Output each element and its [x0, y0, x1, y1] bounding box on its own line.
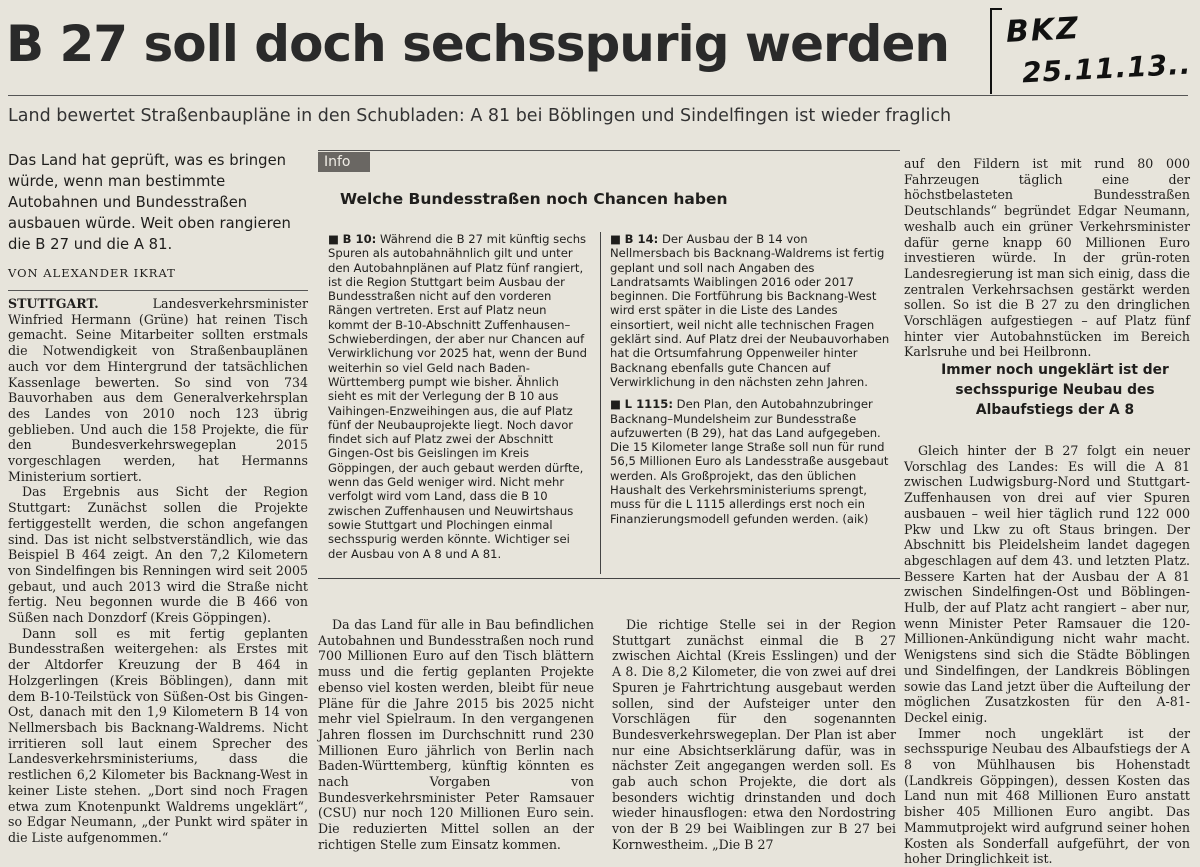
infobox-column-left — [328, 232, 590, 576]
infobox-item: ■ B 10: Während die B 27 mit künftig sechs Spuren als autobahnähnlich gilt und unter den Autobahnplänen auf Platz fünf rangiert, ist die Region Stuttgart beim Ausbau der Bundesstraßen nicht auf den vorderen Rängen vertreten. Erst auf Platz neun kommt der B-10-Abschnitt Zuffenhausen–Schwieberdingen, der aber nur Chancen auf Verwirklichung vor 2025 hat, wenn der Bund weiterhin so viel Geld nach Baden-Württemberg pumpt wie bisher. Ähnlich sieht es mit der Verlegung der B 10 aus Vaihingen-Enzweihingen aus, die auf Platz fünf der Neubauprojekte liegt. Noch davor findet sich auf Platz zwei der Abschnitt Gingen-Ost bis Geislingen im Kreis Göppingen, der auch gebaut werden dürfte, wenn das Geld weniger wird. Nicht mehr verfolgt wird vom Land, dass die B 10 zwischen Zuffenhausen und Neuwirtshaus sowie Stuttgart und Plochingen einmal sechsspurig werden könnte. Wichtiger sei der Ausbau von A 8 und A 81. — [328, 232, 587, 561]
infobox-item-text: Den Plan, den Autobahnzubringer Backnang–Mundelsheim zur Bundesstraße aufzuwerten (B 29), hat das Land aufgegeben. Die 15 Kilometer lange Straße soll nun für rund 56,5 Millionen Euro als Landesstraße ausgebaut werden. Als Großprojekt, das den üblichen Haushalt des Verkehrsministeriums sprengt, muss für die L 1115 allerdings erst noch ein Finanzierungsmodell gefunden werden. (aik) — [610, 397, 889, 526]
byline: VON ALEXANDER IKRAT — [8, 266, 176, 280]
stamp-bracket — [990, 8, 1002, 94]
stamp-line-1: BKZ — [1005, 11, 1081, 50]
infobox-item: ■ L 1115: Den Plan, den Autobahnzubringer Backnang–Mundelsheim zur Bundesstraße aufzuwerten (B 29), hat das Land aufgegeben. Die 15 Kilometer lange Straße soll nun für rund 56,5 Millionen Euro als Landesstraße ausgebaut werden. Als Großprojekt, das den üblichen Haushalt des Verkehrsministeriums sprengt, muss für die L 1115 allerdings erst noch ein Finanzierungsmodell gefunden werden. (aik) — [610, 397, 889, 526]
infobox-bottom-rule — [318, 578, 900, 579]
headline: B 27 soll doch sechsspurig werden — [6, 15, 949, 73]
column-1-paragraph — [8, 296, 308, 484]
column-4-bottom — [904, 443, 1190, 867]
infobox-column-right — [610, 232, 890, 576]
infobox-item-head: L 1115: — [624, 397, 673, 412]
stamp-line-2: 25.11.13.. — [1021, 47, 1193, 90]
infobox-item-text: Der Ausbau der B 14 von Nellmersbach bis Backnang-Waldrems ist fertig geplant und soll nach Angaben des Landratsamts Waiblingen 2016 oder 2017 beginnen. Die Fortführung bis Backnang-West wird erst später in die Liste des Landes einsortiert, weil nicht alle technischen Fragen geklärt sind. Auf Platz drei der Neubauvorhaben hat die Ortsumfahrung Oppenweiler hinter Backnang ebenfalls gute Chancen auf Verwirklichung in den nächsten zehn Jahren. — [610, 232, 890, 389]
column-4-top — [904, 156, 1190, 360]
infobox-item: ■ B 14: Der Ausbau der B 14 von Nellmersbach bis Backnang-Waldrems ist fertig geplant und soll nach Angaben des Landratsamts Waiblingen 2016 oder 2017 beginnen. Die Fortführung bis Backnang-West wird erst später in die Liste des Landes einsortiert, weil nicht alle technischen Fragen geklärt sind. Auf Platz drei der Neubauvorhaben hat die Ortsumfahrung Oppenweiler hinter Backnang ebenfalls gute Chancen auf Verwirklichung in den nächsten zehn Jahren. — [610, 232, 890, 389]
lead-paragraph: Das Land hat geprüft, was es bringen würde, wenn man bestimmte Autobahnen und Bundesstraßen ausbauen würde. Weit oben rangieren die B 27 und die A 81. — [8, 152, 291, 253]
column-1-paragraph: Das Ergebnis aus Sicht der Region Stuttgart: Zunächst sollen die Projekte fertiggestellt werden, die schon angefangen sind. Das ist nicht selbstverständlich, wie das Beispiel B 464 zeigt. An den 7,2 Kilometern von Sindelfingen bis Renningen wird seit 2005 gebaut, und auch 2013 wird die Straße nicht fertig. Neu begonnen wurde die B 466 von Süßen nach Donzdorf (Kreis Göppingen). — [8, 484, 308, 626]
infobox-top-rule — [318, 150, 900, 151]
column-2 — [318, 617, 594, 852]
column-4-paragraph: Immer noch ungeklärt ist der sechsspurige Neubau des Albaufstiegs der A 8 von Mühlhausen bis Hohenstadt (Landkreis Göppingen), dessen Kosten das Land nun mit 468 Millionen Euro anstatt bisher 405 Millionen Euro angibt. Das Mammutprojekt wird aufgrund seiner hohen Kosten als Sonderfall aufgeführt, der von hoher Dringlichkeit ist. — [904, 725, 1190, 867]
column-1-text-1: Landesverkehrsminister Winfried Hermann (Grüne) hat reinen Tisch gemacht. Seine Mitarbeiter sollten erstmals die Notwendigkeit von Straßenbauplänen auch vor dem Hintergrund der tatsächlichen Kassenlage bewerten. So sind von 734 Bauvorhaben aus dem Generalverkehrsplan des Landes von 2010 noch 123 übrig geblieben. Und auch die 158 Projekte, die für den Bundesverkehrswegeplan 2015 vorgeschlagen werden, hat Hermanns Ministerium sortiert. — [8, 296, 308, 484]
subheadline: Land bewertet Straßenbaupläne in den Schubladen: A 81 bei Böblingen und Sindelfingen ist wieder fraglich — [8, 106, 952, 126]
dateline: STUTTGART. — [8, 296, 99, 311]
infobox-item-text: Während die B 27 mit künftig sechs Spuren als autobahnähnlich gilt und unter den Autobahnplänen auf Platz fünf rangiert, ist die Region Stuttgart beim Ausbau der Bundesstraßen nicht auf den vorderen Rängen vertreten. Erst auf Platz neun kommt der B-10-Abschnitt Zuffenhausen–Schwieberdingen, der aber nur Chancen auf Verwirklichung vor 2025 hat, wenn der Bund weiterhin so viel Geld nach Baden-Württemberg pumpt wie bisher. Ähnlich sieht es mit der Verlegung der B 10 aus Vaihingen-Enzweihingen aus, die auf Platz fünf der Neubauprojekte liegt. Noch davor findet sich auf Platz zwei der Abschnitt Gingen-Ost bis Geislingen im Kreis Göppingen, der auch gebaut werden dürfte, wenn das Geld weniger wird. Nicht mehr verfolgt wird vom Land, dass die B 10 zwischen Zuffenhausen und Neuwirtshaus sowie Stuttgart und Plochingen einmal sechsspurig werden könnte. Wichtiger sei der Ausbau von A 8 und A 81. — [328, 232, 587, 561]
infobox-title: Welche Bundesstraßen noch Chancen haben — [340, 190, 728, 208]
column-4-paragraph: Gleich hinter der B 27 folgt ein neuer Vorschlag des Landes: Es will die A 81 zwischen Ludwigsburg-Nord und Stuttgart-Zuffenhausen von drei auf vier Spuren ausbauen – weil hier täglich rund 122 000 Pkw und Lkw zu oft Staus bringen. Der Abschnitt bis Pleidelsheim landet dagegen abgeschlagen auf dem 43. und letzten Platz. Bessere Karten hat der Ausbau der A 81 zwischen Sindelfingen-Ost und Böblingen-Hulb, der auf Platz acht rangiert – aber nur, wenn Minister Peter Ramsauer die 120-Millionen-Ankündigung nicht wahr macht. Wenigstens sind sich die Städte Böblingen und Sindelfingen, der Landkreis Böblingen sowie das Land jetzt über die Aufteilung der möglichen Zusatzkosten für den A-81-Deckel einig. — [904, 443, 1190, 725]
column-1-paragraph: Dann soll es mit fertig geplanten Bundesstraßen weitergehen: als Erstes mit der Altdorfer Kreuzung der B 464 in Holzgerlingen (Kreis Böblingen), dann mit dem B-10-Teilstück von Süßen-Ost bis Gingen-Ost, danach mit den 1,9 Kilometern B 14 von Nellmersbach bis Backnang-Waldrems. Nicht irritieren soll laut einem Sprecher des Landesverkehrsministeriums, dass die restlichen 6,2 Kilometer bis Backnang-West in keiner Liste stehen. „Dort sind noch Fragen etwa zum Knotenpunkt Waldrems ungeklärt“, so Edgar Neumann, „der Punkt wird später in die Liste aufgenommen.“ — [8, 625, 308, 845]
column-2-paragraph: Da das Land für alle in Bau befindlichen Autobahnen und Bundesstraßen noch rund 700 Millionen Euro auf den Tisch blättern muss und die fertig geplanten Projekte ebenso viel kosten werden, bleibt für neue Pläne für die Jahre 2015 bis 2025 nicht mehr viel Spielraum. In den vergangenen Jahren flossen im Durchschnitt rund 230 Millionen Euro jährlich von Berlin nach Baden-Württemberg, künftig könnten es nach Vorgaben von Bundesverkehrsminister Peter Ramsauer (CSU) nur noch 120 Millionen Euro sein. Die reduzierten Mittel sollen an der richtigen Stelle zum Einsatz kommen. — [318, 617, 594, 852]
column-4-subheading: Immer noch ungeklärt ist der sechsspurige Neubau des Albaufstiegs der A 8 — [941, 362, 1169, 418]
handwritten-stamp — [988, 2, 1193, 102]
column-3-paragraph: Die richtige Stelle sei in der Region Stuttgart zunächst einmal die B 27 zwischen Aichtal (Kreis Esslingen) und der A 8. Die 8,2 Kilometer, die von zwei auf drei Spuren je Fahrtrichtung ausgebaut werden sollen, sind der Aufsteiger unter den Vorschlägen für den sogenannten Bundesverkehrswegeplan. Der Plan ist aber nur eine Absichtserklärung dafür, was in nächster Zeit angegangen werden soll. Es gab auch schon Projekte, die dort als besonders wichtig drinstanden und doch wieder hinausflogen: etwa den Nordostring von der B 29 bei Waiblingen zur B 27 bei Kornwestheim. „Die B 27 — [612, 617, 896, 852]
infobox-divider — [600, 232, 601, 574]
infobox-tag: Info — [318, 152, 370, 172]
column-4-paragraph: auf den Fildern ist mit rund 80 000 Fahrzeugen täglich eine der höchstbelasteten Bundesstraßen Deutschlands“ begründet Edgar Neumann, weshalb auch ein grüner Verkehrsminister dafür gerne knapp 60 Millionen Euro investieren würde. In der grün-roten Landesregierung ist man sich einig, dass die zentralen Verkehrsachsen gestärkt werden sollen. So ist die B 27 zu den dringlichen Vorschlägen aufgestiegen – auf Platz fünf hinter vier Autobahnstücken im Bereich Karlsruhe und bei Heilbronn. — [904, 156, 1190, 360]
column-3 — [612, 617, 896, 852]
byline-rule — [8, 290, 308, 291]
headline-rule — [8, 95, 1188, 96]
column-1 — [8, 296, 308, 848]
infobox-item-head: B 14: — [624, 232, 659, 246]
infobox-item-head: B 10: — [342, 232, 377, 246]
